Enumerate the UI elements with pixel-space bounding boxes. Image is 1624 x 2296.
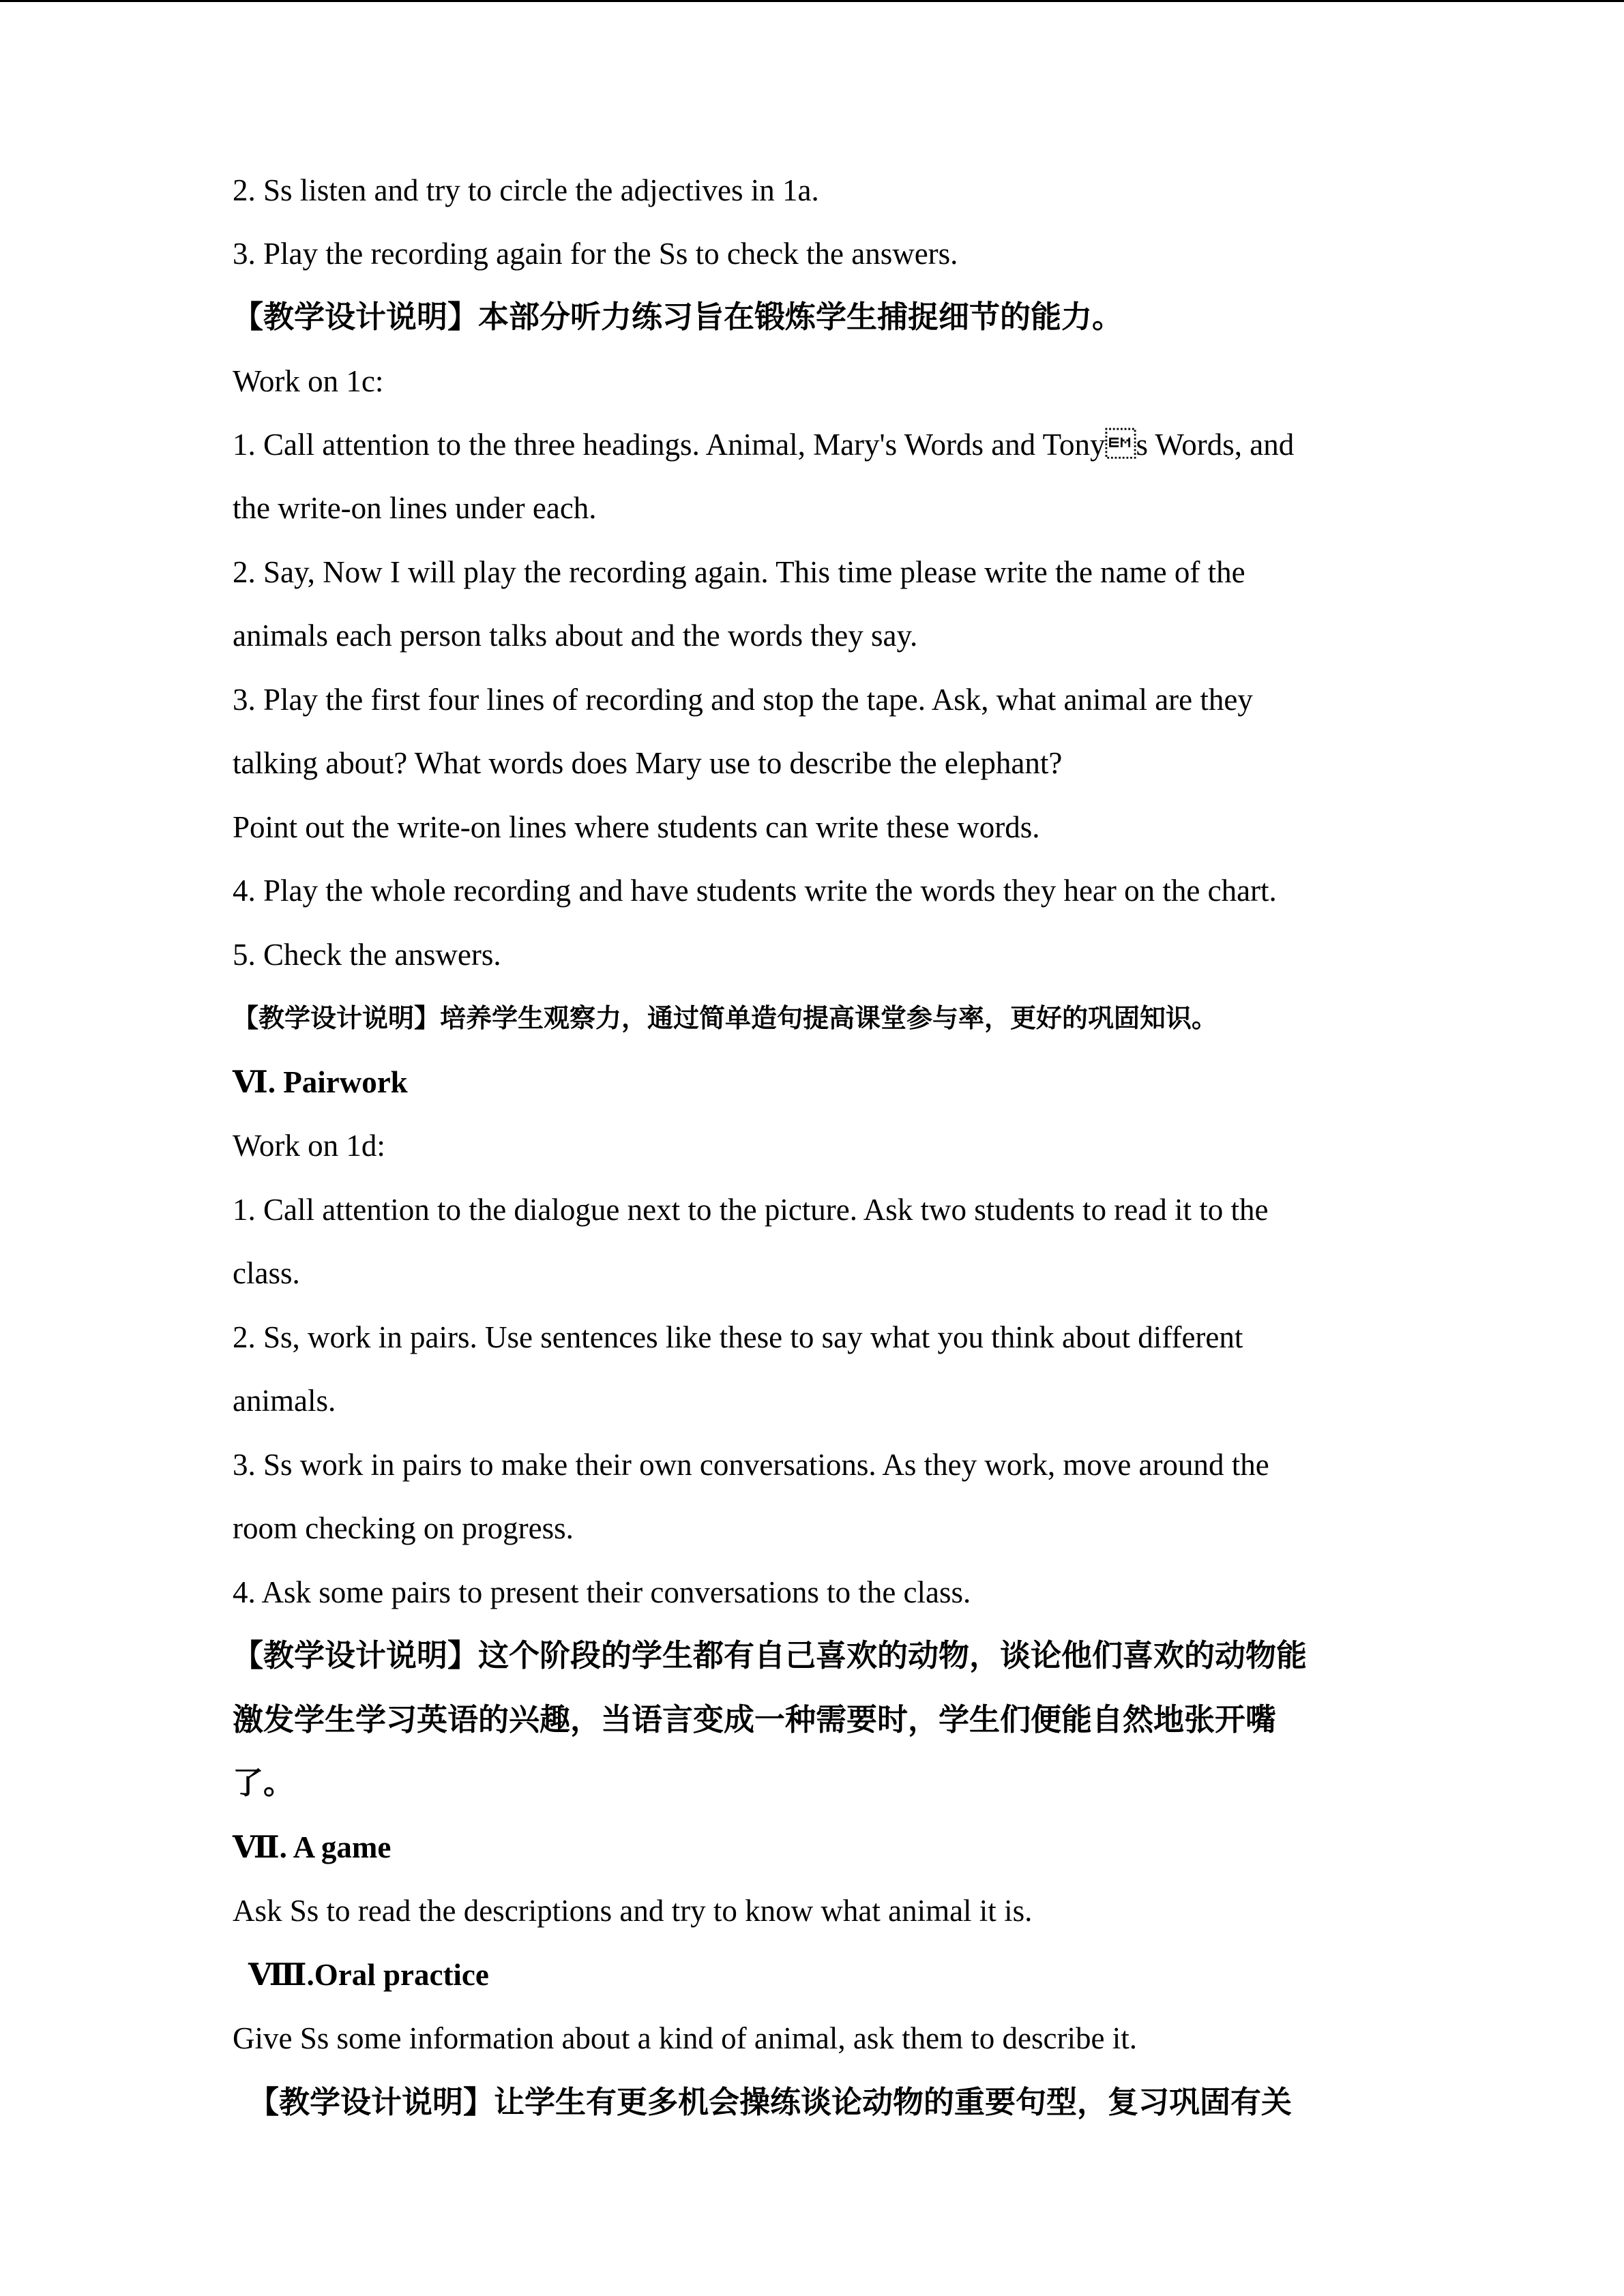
step-check-answers: 5. Check the answers. [233,938,501,972]
step-play-first-four-lines: 3. Play the first four lines of recording and stop the tape. Ask, what animal are they [233,683,1253,717]
step-play-first-four-lines-cont: talking about? What words does Mary use to describe the elephant? [233,746,1063,780]
step-listen-circle-adjectives: 2. Ss listen and try to circle the adjectives in 1a. [233,173,819,207]
section-heading-pairwork: Ⅵ. Pairwork [233,1065,408,1099]
step-work-in-pairs: 2. Ss, work in pairs. Use sentences like these to say what you think about different [233,1320,1243,1354]
step-play-recording-again: 3. Play the recording again for the Ss to check the answers. [233,237,958,271]
section-heading-a-game: Ⅶ. A game [233,1830,392,1864]
step-read-descriptions: Ask Ss to read the descriptions and try to know what animal it is. [233,1894,1033,1928]
step-say-play-again: 2. Say, Now I will play the recording again. This time please write the name of the [233,555,1245,589]
step-point-out-write-on-lines: Point out the write-on lines where students can write these words. [233,810,1040,844]
step-call-attention-headings: 1. Call attention to the three headings. Animal, Mary's Words and Tonys Words, and [233,428,1295,462]
step-call-attention-headings-cont: the write-on lines under each. [233,491,597,525]
design-note-animals-line2: 激发学生学习英语的兴趣，当语言变成一种需要时，学生们便能自然地张开嘴 [233,1701,1277,1738]
design-note-animals-line3: 了。 [233,1765,295,1801]
step-present-conversations: 4. Ask some pairs to present their conversations to the class. [233,1575,971,1609]
design-note-animals-line1: 【教学设计说明】这个阶段的学生都有自己喜欢的动物，谈论他们喜欢的动物能 [233,1637,1308,1673]
step-make-conversations-cont: room checking on progress. [233,1511,574,1545]
design-note-sentence-patterns: 【教学设计说明】让学生有更多机会操练谈论动物的重要句型，复习巩固有关 [248,2084,1293,2120]
design-note-observation: 【教学设计说明】培养学生观察力，通过简单造句提高课堂参与率，更好的巩固知识。 [233,1003,1218,1033]
design-note-listening: 【教学设计说明】本部分听力练习旨在锻炼学生捕捉细节的能力。 [233,299,1123,335]
section-work-on-1c: Work on 1c: [233,364,384,398]
step-give-information: Give Ss some information about a kind of animal, ask them to describe it. [233,2021,1137,2055]
step-make-conversations: 3. Ss work in pairs to make their own conversations. As they work, move around the [233,1448,1269,1482]
step-say-play-again-cont: animals each person talks about and the words they say. [233,618,918,653]
section-work-on-1d: Work on 1d: [233,1129,385,1163]
step-call-attention-dialogue: 1. Call attention to the dialogue next to the picture. Ask two students to read it to the [233,1193,1269,1227]
step-play-whole-recording: 4. Play the whole recording and have students write the words they hear on the chart. [233,874,1277,908]
step-work-in-pairs-cont: animals. [233,1384,336,1418]
section-heading-oral-practice: Ⅷ.Oral practice [248,1958,489,1992]
step-call-attention-dialogue-cont: class. [233,1256,300,1290]
